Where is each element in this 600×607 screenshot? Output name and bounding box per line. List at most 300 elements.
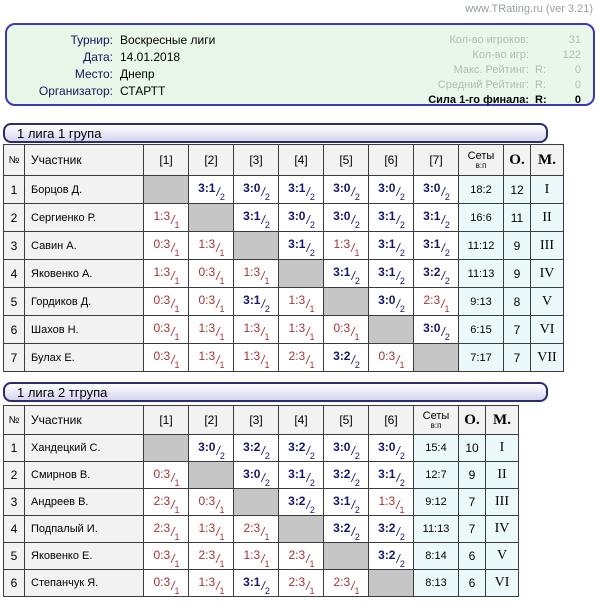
- results-table: [3, 405, 519, 597]
- score-slash: /: [306, 552, 310, 566]
- stat-label: Макс. Рейтинг:: [453, 64, 529, 76]
- score-points: 2: [354, 532, 360, 542]
- score-value: 1:3: [243, 548, 261, 562]
- player-row: [4, 232, 564, 260]
- score-points: 2: [264, 478, 270, 488]
- player-number: 5: [4, 543, 25, 570]
- score-value: 3:1: [423, 209, 441, 223]
- score-cell: [189, 260, 234, 288]
- score-slash: /: [351, 241, 355, 255]
- score-slash: /: [396, 525, 400, 539]
- score-points: 1: [354, 248, 360, 258]
- score-points: 1: [219, 248, 225, 258]
- score-slash: /: [306, 444, 310, 458]
- score-value: 1:3: [378, 494, 396, 508]
- stat-row: [428, 63, 581, 78]
- score-cell: [189, 543, 234, 570]
- score-slash: /: [171, 297, 175, 311]
- points-cell: 9: [459, 462, 486, 489]
- score-slash: /: [396, 269, 400, 283]
- score-value: 2:3: [288, 575, 306, 589]
- place-cell: V: [486, 543, 519, 570]
- score-slash: /: [306, 241, 310, 255]
- score-cell: [144, 462, 189, 489]
- sets-cell: 9:12: [414, 489, 459, 516]
- player-name: Смирнов В.: [25, 462, 144, 489]
- stat-prefix: [535, 48, 555, 63]
- score-value: 3:1: [288, 181, 306, 195]
- score-cell: [144, 543, 189, 570]
- player-number: 3: [4, 232, 25, 260]
- score-value: 3:0: [333, 209, 351, 223]
- score-points: 1: [219, 360, 225, 370]
- col-header-place: М.: [486, 406, 519, 435]
- info-label: Дата:: [83, 50, 113, 64]
- score-cell: [234, 288, 279, 316]
- col-header-opponent: [7]: [414, 145, 459, 176]
- score-cell: [414, 232, 459, 260]
- score-points: 2: [399, 304, 405, 314]
- score-cell: [324, 462, 369, 489]
- points-cell: 6: [459, 543, 486, 570]
- score-cell: [279, 570, 324, 597]
- score-value: 3:1: [243, 293, 261, 307]
- table-header-row: [4, 406, 519, 435]
- stat-prefix: R:: [535, 79, 546, 91]
- stat-label: Средний Рейтинг:: [437, 79, 529, 91]
- score-slash: /: [396, 498, 400, 512]
- score-slash: /: [396, 444, 400, 458]
- player-number: 1: [4, 176, 25, 204]
- diagonal-cell: [189, 204, 234, 232]
- tournament-info-right: [428, 32, 581, 106]
- score-points: 2: [309, 220, 315, 230]
- score-cell: [144, 260, 189, 288]
- score-value: 2:3: [333, 575, 351, 589]
- col-header-place: М.: [531, 145, 564, 176]
- results-table: [3, 144, 564, 372]
- score-points: 2: [309, 478, 315, 488]
- score-cell: [369, 435, 414, 462]
- score-points: 1: [219, 304, 225, 314]
- col-header-opponent: [3]: [234, 145, 279, 176]
- stat-value: 31: [568, 34, 581, 46]
- score-points: 2: [264, 192, 270, 202]
- diagonal-cell: [324, 543, 369, 570]
- score-value: 3:0: [243, 181, 261, 195]
- info-value: Днепр: [120, 67, 155, 81]
- score-slash: /: [261, 525, 265, 539]
- sets-cell: 15:4: [414, 435, 459, 462]
- score-points: 1: [444, 304, 450, 314]
- player-number: 2: [4, 462, 25, 489]
- score-points: 1: [174, 276, 180, 286]
- col-header-participant: Участник: [25, 145, 144, 176]
- score-slash: /: [216, 297, 220, 311]
- sets-cell: 8:13: [414, 570, 459, 597]
- score-slash: /: [171, 325, 175, 339]
- score-slash: /: [261, 325, 265, 339]
- score-slash: /: [306, 297, 310, 311]
- score-points: 2: [399, 532, 405, 542]
- score-slash: /: [396, 185, 400, 199]
- score-slash: /: [261, 444, 265, 458]
- points-cell: 9: [504, 232, 531, 260]
- score-cell: [324, 176, 369, 204]
- score-slash: /: [171, 269, 175, 283]
- score-value: 3:1: [198, 181, 216, 195]
- info-label: Место:: [74, 67, 113, 81]
- score-cell: [144, 570, 189, 597]
- score-slash: /: [351, 353, 355, 367]
- score-points: 2: [399, 276, 405, 286]
- score-cell: [279, 344, 324, 372]
- sets-cell: 18:2: [459, 176, 504, 204]
- player-row: [4, 570, 519, 597]
- score-slash: /: [351, 579, 355, 593]
- info-label: Организатор:: [38, 84, 113, 98]
- score-slash: /: [441, 241, 445, 255]
- stat-row: [428, 33, 581, 48]
- score-value: 3:2: [378, 548, 396, 562]
- score-cell: [189, 570, 234, 597]
- info-row: [13, 32, 215, 49]
- points-cell: 7: [459, 516, 486, 543]
- player-name: Хандецкий С.: [25, 435, 144, 462]
- score-cell: [234, 435, 279, 462]
- score-slash: /: [261, 269, 265, 283]
- score-cell: [234, 543, 279, 570]
- site-link[interactable]: www.TRating.ru (ver 3.21): [465, 3, 593, 15]
- points-cell: 10: [459, 435, 486, 462]
- player-name: Яковенко А.: [25, 260, 144, 288]
- score-slash: /: [306, 498, 310, 512]
- score-value: 2:3: [153, 521, 171, 535]
- player-name: Подпалый И.: [25, 516, 144, 543]
- player-name: Булах Е.: [25, 344, 144, 372]
- score-slash: /: [441, 185, 445, 199]
- score-slash: /: [216, 241, 220, 255]
- score-slash: /: [171, 498, 175, 512]
- score-value: 0:3: [378, 349, 396, 363]
- score-slash: /: [261, 185, 265, 199]
- score-cell: [279, 489, 324, 516]
- score-points: 2: [444, 248, 450, 258]
- score-points: 2: [444, 276, 450, 286]
- score-points: 2: [399, 192, 405, 202]
- player-number: 2: [4, 204, 25, 232]
- score-slash: /: [216, 325, 220, 339]
- score-value: 1:3: [153, 209, 171, 223]
- score-cell: [414, 288, 459, 316]
- sets-cell: 11:13: [414, 516, 459, 543]
- score-value: 3:2: [333, 521, 351, 535]
- score-cell: [234, 462, 279, 489]
- score-value: 3:2: [243, 440, 261, 454]
- score-value: 1:3: [153, 265, 171, 279]
- score-value: 0:3: [153, 293, 171, 307]
- sets-cell: 8:14: [414, 543, 459, 570]
- col-header-opponent: [4]: [279, 406, 324, 435]
- info-label: Турнир:: [70, 33, 113, 47]
- col-header-opponent: [6]: [369, 145, 414, 176]
- score-slash: /: [261, 353, 265, 367]
- player-row: [4, 489, 519, 516]
- player-name: Яковенко Е.: [25, 543, 144, 570]
- player-number: 4: [4, 516, 25, 543]
- player-name: Андреев В.: [25, 489, 144, 516]
- score-value: 3:0: [333, 181, 351, 195]
- score-points: 2: [399, 559, 405, 569]
- score-value: 1:3: [288, 321, 306, 335]
- score-value: 3:1: [333, 494, 351, 508]
- score-points: 1: [219, 505, 225, 515]
- score-value: 3:1: [378, 265, 396, 279]
- place-cell: VI: [486, 570, 519, 597]
- place-cell: II: [531, 204, 564, 232]
- score-cell: [234, 260, 279, 288]
- score-points: 1: [174, 586, 180, 596]
- score-slash: /: [351, 525, 355, 539]
- score-cell: [279, 176, 324, 204]
- score-cell: [144, 288, 189, 316]
- place-cell: IV: [531, 260, 564, 288]
- score-slash: /: [441, 297, 445, 311]
- score-points: 2: [444, 332, 450, 342]
- score-points: 1: [174, 360, 180, 370]
- score-value: 0:3: [153, 321, 171, 335]
- score-slash: /: [171, 525, 175, 539]
- score-slash: /: [351, 471, 355, 485]
- diagonal-cell: [369, 570, 414, 597]
- col-header-points: О.: [504, 145, 531, 176]
- score-slash: /: [216, 444, 220, 458]
- score-slash: /: [306, 579, 310, 593]
- score-cell: [324, 232, 369, 260]
- score-points: 1: [309, 360, 315, 370]
- score-value: 3:2: [288, 440, 306, 454]
- place-cell: V: [531, 288, 564, 316]
- score-cell: [189, 435, 234, 462]
- score-value: 3:0: [378, 181, 396, 195]
- stat-row: [428, 93, 581, 108]
- diagonal-cell: [369, 316, 414, 344]
- score-points: 1: [264, 559, 270, 569]
- stat-value: 122: [562, 49, 581, 61]
- sets-cell: 11:12: [459, 232, 504, 260]
- score-points: 1: [309, 332, 315, 342]
- stat-prefix: R:: [535, 64, 546, 76]
- score-slash: /: [351, 444, 355, 458]
- score-slash: /: [306, 471, 310, 485]
- table-header-row: [4, 145, 564, 176]
- score-value: 3:0: [198, 440, 216, 454]
- score-cell: [369, 344, 414, 372]
- score-value: 3:0: [423, 181, 441, 195]
- score-value: 1:3: [198, 237, 216, 251]
- score-slash: /: [351, 185, 355, 199]
- score-slash: /: [261, 297, 265, 311]
- stat-row: [428, 48, 581, 63]
- score-value: 3:2: [333, 467, 351, 481]
- score-slash: /: [171, 552, 175, 566]
- score-cell: [414, 204, 459, 232]
- info-value: 14.01.2018: [120, 50, 181, 64]
- score-value: 3:1: [378, 237, 396, 251]
- score-cell: [234, 570, 279, 597]
- sets-cell: 6:15: [459, 316, 504, 344]
- score-value: 3:2: [378, 521, 396, 535]
- tournament-info-box: [5, 23, 595, 106]
- score-cell: [324, 260, 369, 288]
- diagonal-cell: [234, 489, 279, 516]
- col-header-participant: Участник: [25, 406, 144, 435]
- score-points: 1: [219, 332, 225, 342]
- col-header-opponent: [4]: [279, 145, 324, 176]
- score-value: 3:1: [288, 237, 306, 251]
- score-cell: [144, 344, 189, 372]
- score-cell: [369, 260, 414, 288]
- place-cell: III: [486, 489, 519, 516]
- sets-header-main: Сеты: [422, 410, 450, 422]
- player-row: [4, 516, 519, 543]
- score-slash: /: [396, 353, 400, 367]
- diagonal-cell: [414, 344, 459, 372]
- league-sections: [0, 123, 600, 597]
- score-slash: /: [441, 213, 445, 227]
- sets-cell: 9:13: [459, 288, 504, 316]
- score-value: 0:3: [153, 237, 171, 251]
- score-cell: [189, 288, 234, 316]
- score-points: 1: [219, 276, 225, 286]
- score-cell: [324, 316, 369, 344]
- score-cell: [369, 462, 414, 489]
- place-cell: VII: [531, 344, 564, 372]
- score-cell: [189, 176, 234, 204]
- stat-prefix: [535, 33, 555, 48]
- stat-label: Кол-во игр:: [472, 49, 529, 61]
- score-value: 3:0: [378, 293, 396, 307]
- col-header-sets: [414, 406, 459, 435]
- score-points: 2: [219, 451, 225, 461]
- col-header-sets: [459, 145, 504, 176]
- points-cell: 7: [504, 316, 531, 344]
- score-points: 1: [174, 304, 180, 314]
- stat-label: Сила 1-го финала:: [428, 94, 529, 106]
- score-slash: /: [216, 525, 220, 539]
- score-points: 1: [219, 559, 225, 569]
- points-cell: 12: [504, 176, 531, 204]
- score-value: 3:1: [333, 265, 351, 279]
- place-cell: I: [531, 176, 564, 204]
- score-value: 0:3: [153, 548, 171, 562]
- player-row: [4, 316, 564, 344]
- col-header-points: О.: [459, 406, 486, 435]
- score-points: 2: [399, 451, 405, 461]
- score-value: 3:1: [243, 575, 261, 589]
- info-row: [13, 49, 215, 66]
- score-points: 1: [309, 304, 315, 314]
- score-value: 1:3: [333, 237, 351, 251]
- player-number: 4: [4, 260, 25, 288]
- score-value: 3:1: [243, 209, 261, 223]
- diagonal-cell: [234, 232, 279, 260]
- score-cell: [414, 176, 459, 204]
- score-points: 2: [399, 478, 405, 488]
- score-slash: /: [216, 353, 220, 367]
- score-cell: [234, 344, 279, 372]
- place-cell: I: [486, 435, 519, 462]
- info-value: Воскресные лиги: [120, 33, 216, 47]
- score-cell: [234, 516, 279, 543]
- stat-row: [428, 78, 581, 93]
- score-points: 1: [354, 586, 360, 596]
- score-value: 3:0: [333, 440, 351, 454]
- score-value: 1:3: [288, 293, 306, 307]
- score-value: 1:3: [243, 265, 261, 279]
- player-number: 3: [4, 489, 25, 516]
- score-value: 0:3: [153, 467, 171, 481]
- player-row: [4, 435, 519, 462]
- score-points: 1: [399, 360, 405, 370]
- place-cell: III: [531, 232, 564, 260]
- score-slash: /: [396, 213, 400, 227]
- score-points: 2: [354, 360, 360, 370]
- tournament-info-left: [13, 32, 215, 100]
- stat-value: 0: [574, 79, 581, 91]
- score-cell: [189, 344, 234, 372]
- score-slash: /: [396, 297, 400, 311]
- info-value: СТАРТТ: [120, 84, 166, 98]
- score-slash: /: [216, 579, 220, 593]
- score-slash: /: [396, 471, 400, 485]
- score-points: 1: [174, 220, 180, 230]
- diagonal-cell: [144, 176, 189, 204]
- score-points: 2: [354, 505, 360, 515]
- score-value: 3:0: [288, 209, 306, 223]
- score-slash: /: [396, 241, 400, 255]
- score-slash: /: [396, 552, 400, 566]
- score-points: 1: [174, 478, 180, 488]
- score-points: 1: [264, 332, 270, 342]
- score-cell: [234, 204, 279, 232]
- score-points: 1: [174, 505, 180, 515]
- score-points: 1: [309, 559, 315, 569]
- sets-cell: 7:17: [459, 344, 504, 372]
- score-value: 0:3: [153, 575, 171, 589]
- score-value: 3:2: [423, 265, 441, 279]
- score-value: 0:3: [333, 321, 351, 335]
- score-cell: [324, 344, 369, 372]
- score-value: 2:3: [198, 548, 216, 562]
- stat-value: 0: [574, 94, 581, 106]
- diagonal-cell: [279, 260, 324, 288]
- score-value: 3:1: [378, 467, 396, 481]
- score-points: 2: [354, 276, 360, 286]
- points-cell: 7: [504, 344, 531, 372]
- score-cell: [369, 489, 414, 516]
- score-value: 2:3: [243, 521, 261, 535]
- score-points: 2: [264, 586, 270, 596]
- score-cell: [369, 543, 414, 570]
- score-value: 2:3: [423, 293, 441, 307]
- sets-cell: 11:13: [459, 260, 504, 288]
- score-value: 0:3: [153, 349, 171, 363]
- stat-label: Кол-во игроков:: [449, 34, 529, 46]
- sets-header-sub: в:п: [475, 161, 487, 170]
- diagonal-cell: [324, 288, 369, 316]
- score-slash: /: [261, 552, 265, 566]
